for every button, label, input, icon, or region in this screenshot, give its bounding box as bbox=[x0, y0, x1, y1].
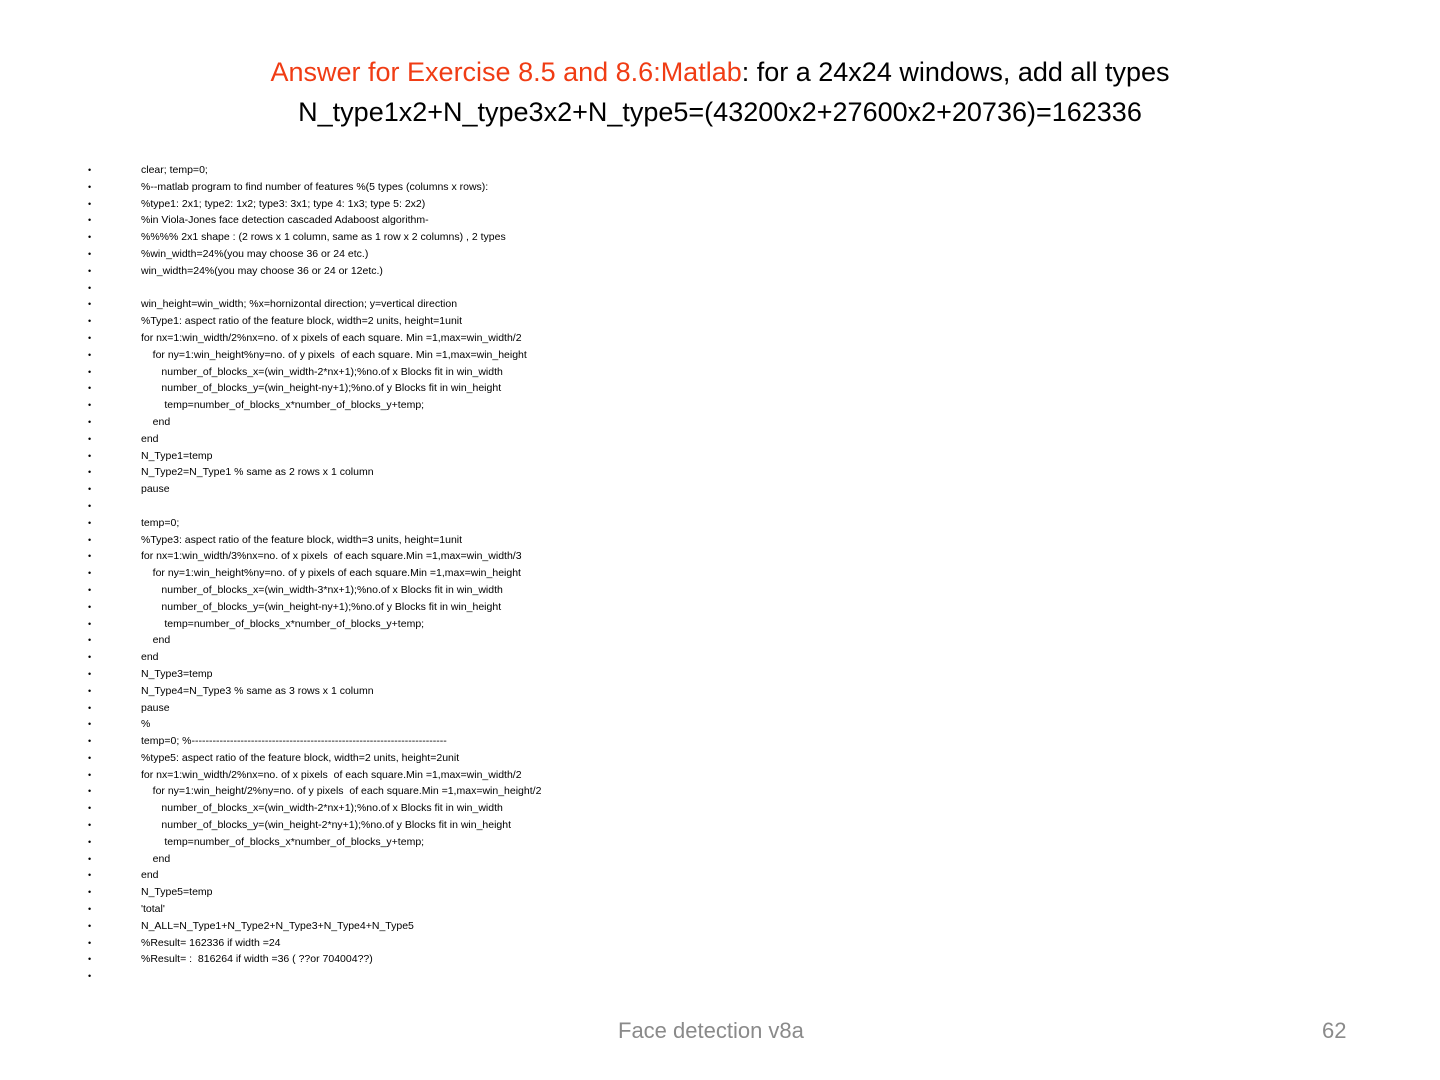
code-line-text: %Result= 162336 if width =24 bbox=[141, 936, 281, 949]
code-line bbox=[88, 884, 1088, 901]
code-line bbox=[88, 347, 1088, 364]
code-line-text: %--matlab program to find number of features %(5 types (columns x rows): bbox=[141, 180, 489, 193]
bullet-icon: • bbox=[88, 198, 92, 209]
bullet-icon: • bbox=[88, 316, 92, 327]
bullet-icon: • bbox=[88, 584, 92, 595]
code-line bbox=[88, 616, 1088, 633]
code-line bbox=[88, 935, 1088, 952]
code-line-text: for nx=1:win_width/3%nx=no. of x pixels of each square.Min =1,max=win_width/3 bbox=[141, 550, 522, 563]
code-line-text: %type1: 2x1; type2: 1x2; type3: 3x1; type 4: 1x3; type 5: 2x2) bbox=[141, 197, 426, 210]
code-line-text: N_ALL=N_Type1+N_Type2+N_Type3+N_Type4+N_Type5 bbox=[141, 919, 414, 932]
code-line bbox=[88, 448, 1088, 465]
code-line bbox=[88, 582, 1088, 599]
code-line-text: N_Type1=temp bbox=[141, 449, 213, 462]
code-line bbox=[88, 196, 1088, 213]
bullet-icon: • bbox=[88, 248, 92, 259]
bullet-icon: • bbox=[88, 551, 92, 562]
bullet-icon: • bbox=[88, 534, 92, 545]
code-line-text: % bbox=[141, 718, 151, 731]
code-line bbox=[88, 263, 1088, 280]
code-line-text: end bbox=[141, 651, 159, 664]
bullet-icon: • bbox=[88, 484, 92, 495]
bullet-icon: • bbox=[88, 433, 92, 444]
code-line-text: %%%% 2x1 shape : (2 rows x 1 column, same as 1 row x 2 columns) , 2 types bbox=[141, 231, 506, 244]
code-line bbox=[88, 918, 1088, 935]
code-line bbox=[88, 397, 1088, 414]
code-line bbox=[88, 666, 1088, 683]
bullet-icon: • bbox=[88, 282, 92, 293]
bullet-icon: • bbox=[88, 836, 92, 847]
bullet-icon: • bbox=[88, 870, 92, 881]
bullet-icon: • bbox=[88, 467, 92, 478]
code-line bbox=[88, 498, 1088, 515]
code-line bbox=[88, 700, 1088, 717]
bullet-icon: • bbox=[88, 215, 92, 226]
bullet-icon: • bbox=[88, 820, 92, 831]
bullet-icon: • bbox=[88, 685, 92, 696]
code-line-text: N_Type2=N_Type1 % same as 2 rows x 1 column bbox=[141, 466, 374, 479]
code-line-text: for nx=1:win_width/2%nx=no. of x pixels of each square. Min =1,max=win_width/2 bbox=[141, 331, 522, 344]
bullet-icon: • bbox=[88, 366, 92, 377]
bullet-icon: • bbox=[88, 920, 92, 931]
code-line-text: N_Type5=temp bbox=[141, 886, 213, 899]
code-line bbox=[88, 733, 1088, 750]
code-line-text: %win_width=24%(you may choose 36 or 24 etc.) bbox=[141, 247, 369, 260]
bullet-icon: • bbox=[88, 400, 92, 411]
bullet-icon: • bbox=[88, 904, 92, 915]
bullet-icon: • bbox=[88, 635, 92, 646]
code-line-text: 'total' bbox=[141, 903, 165, 916]
code-line-text: %Type1: aspect ratio of the feature block, width=2 units, height=1unit bbox=[141, 315, 463, 328]
code-line-text: temp=number_of_blocks_x*number_of_blocks_y+temp; bbox=[141, 399, 425, 412]
code-line-text: end bbox=[141, 415, 171, 428]
code-line bbox=[88, 599, 1088, 616]
code-line-text: end bbox=[141, 634, 171, 647]
slide-title bbox=[0, 52, 1440, 132]
code-line-text: temp=0; %------------------------------------------------------------------------- bbox=[141, 735, 447, 748]
code-line-text: temp=0; bbox=[141, 516, 180, 529]
code-line-text: win_height=win_width; %x=hornizontal direction; y=vertical direction bbox=[141, 298, 458, 311]
code-line bbox=[88, 851, 1088, 868]
code-line bbox=[88, 632, 1088, 649]
code-line-text: end bbox=[141, 432, 159, 445]
code-line bbox=[88, 716, 1088, 733]
bullet-icon: • bbox=[88, 652, 92, 663]
code-line-text: end bbox=[141, 852, 171, 865]
code-line bbox=[88, 313, 1088, 330]
bullet-icon: • bbox=[88, 937, 92, 948]
code-line bbox=[88, 548, 1088, 565]
bullet-icon: • bbox=[88, 332, 92, 343]
code-line-text: %in Viola-Jones face detection cascaded Adaboost algorithm- bbox=[141, 214, 429, 227]
title-line-2: N_type1x2+N_type3x2+N_type5=(43200x2+27600x2+20736)=162336 bbox=[298, 97, 1142, 127]
code-line-text: number_of_blocks_x=(win_width-2*nx+1);%no.of x Blocks fit in win_width bbox=[141, 365, 503, 378]
bullet-icon: • bbox=[88, 719, 92, 730]
bullet-icon: • bbox=[88, 601, 92, 612]
code-line bbox=[88, 968, 1088, 985]
bullet-icon: • bbox=[88, 752, 92, 763]
slide-footer bbox=[0, 1016, 1440, 1046]
code-line bbox=[88, 817, 1088, 834]
bullet-icon: • bbox=[88, 299, 92, 310]
code-line-text: number_of_blocks_y=(win_height-2*ny+1);%no.of y Blocks fit in win_height bbox=[141, 819, 512, 832]
title-rest: : for a 24x24 windows, add all types bbox=[741, 57, 1170, 87]
code-line-text: end bbox=[141, 869, 159, 882]
code-line-text: pause bbox=[141, 701, 170, 714]
bullet-icon: • bbox=[88, 232, 92, 243]
code-line bbox=[88, 380, 1088, 397]
bullet-icon: • bbox=[88, 971, 92, 982]
code-line bbox=[88, 162, 1088, 179]
bullet-icon: • bbox=[88, 349, 92, 360]
bullet-icon: • bbox=[88, 265, 92, 276]
code-line bbox=[88, 481, 1088, 498]
bullet-icon: • bbox=[88, 450, 92, 461]
code-line bbox=[88, 750, 1088, 767]
code-line bbox=[88, 683, 1088, 700]
bullet-icon: • bbox=[88, 668, 92, 679]
code-line bbox=[88, 296, 1088, 313]
code-line-text: number_of_blocks_y=(win_height-ny+1);%no.of y Blocks fit in win_height bbox=[141, 600, 502, 613]
code-line bbox=[88, 515, 1088, 532]
bullet-icon: • bbox=[88, 786, 92, 797]
code-line bbox=[88, 834, 1088, 851]
code-line bbox=[88, 783, 1088, 800]
code-line bbox=[88, 364, 1088, 381]
code-line-text: for ny=1:win_height/2%ny=no. of y pixels of each square.Min =1,max=win_height/2 bbox=[141, 785, 542, 798]
code-line bbox=[88, 565, 1088, 582]
code-line bbox=[88, 532, 1088, 549]
code-line-text: number_of_blocks_x=(win_width-2*nx+1);%no.of x Blocks fit in win_width bbox=[141, 802, 503, 815]
bullet-icon: • bbox=[88, 954, 92, 965]
bullet-icon: • bbox=[88, 618, 92, 629]
bullet-icon: • bbox=[88, 853, 92, 864]
bullet-icon: • bbox=[88, 568, 92, 579]
code-listing bbox=[88, 162, 1088, 985]
code-line-text: %Result= : 816264 if width =36 ( ??or 704004??) bbox=[141, 953, 373, 966]
bullet-icon: • bbox=[88, 181, 92, 192]
code-line bbox=[88, 464, 1088, 481]
bullet-icon: • bbox=[88, 769, 92, 780]
bullet-icon: • bbox=[88, 803, 92, 814]
bullet-icon: • bbox=[88, 702, 92, 713]
bullet-icon: • bbox=[88, 416, 92, 427]
code-line bbox=[88, 179, 1088, 196]
code-line-text: temp=number_of_blocks_x*number_of_blocks_y+temp; bbox=[141, 617, 425, 630]
slide-number: 62 bbox=[1322, 1018, 1347, 1043]
bullet-icon: • bbox=[88, 383, 92, 394]
code-line-text: for nx=1:win_width/2%nx=no. of x pixels of each square.Min =1,max=win_width/2 bbox=[141, 768, 522, 781]
code-line-text: N_Type3=temp bbox=[141, 667, 213, 680]
code-line-text: win_width=24%(you may choose 36 or 24 or 12etc.) bbox=[141, 264, 383, 277]
bullet-icon: • bbox=[88, 165, 92, 175]
code-line-text: clear; temp=0; bbox=[141, 164, 208, 176]
code-line-text: %type5: aspect ratio of the feature block, width=2 units, height=2unit bbox=[141, 751, 460, 764]
code-line-text: number_of_blocks_x=(win_width-3*nx+1);%no.of x Blocks fit in win_width bbox=[141, 583, 503, 596]
title-highlight: Answer for Exercise 8.5 and 8.6:Matlab bbox=[270, 57, 742, 87]
code-line-text: for ny=1:win_height%ny=no. of y pixels of each square.Min =1,max=win_height bbox=[141, 567, 521, 580]
code-line bbox=[88, 867, 1088, 884]
code-line-text: for ny=1:win_height%ny=no. of y pixels of each square. Min =1,max=win_height bbox=[141, 348, 527, 361]
bullet-icon: • bbox=[88, 517, 92, 528]
footer-text: Face detection v8a bbox=[618, 1018, 804, 1043]
code-line bbox=[88, 431, 1088, 448]
code-line bbox=[88, 767, 1088, 784]
code-line bbox=[88, 951, 1088, 968]
code-line bbox=[88, 246, 1088, 263]
code-line-text: temp=number_of_blocks_x*number_of_blocks_y+temp; bbox=[141, 835, 425, 848]
code-line-text: N_Type4=N_Type3 % same as 3 rows x 1 column bbox=[141, 684, 374, 697]
code-line bbox=[88, 800, 1088, 817]
code-line bbox=[88, 280, 1088, 297]
code-line bbox=[88, 330, 1088, 347]
bullet-icon: • bbox=[88, 736, 92, 747]
bullet-icon: • bbox=[88, 500, 92, 511]
code-line bbox=[88, 212, 1088, 229]
code-line bbox=[88, 414, 1088, 431]
code-line-text: %Type3: aspect ratio of the feature block, width=3 units, height=1unit bbox=[141, 533, 463, 546]
code-line bbox=[88, 901, 1088, 918]
code-line-text: number_of_blocks_y=(win_height-ny+1);%no.of y Blocks fit in win_height bbox=[141, 382, 502, 395]
bullet-icon: • bbox=[88, 887, 92, 898]
code-line-text: pause bbox=[141, 483, 170, 496]
code-line bbox=[88, 229, 1088, 246]
code-line bbox=[88, 649, 1088, 666]
title-line-1 bbox=[0, 52, 1440, 92]
